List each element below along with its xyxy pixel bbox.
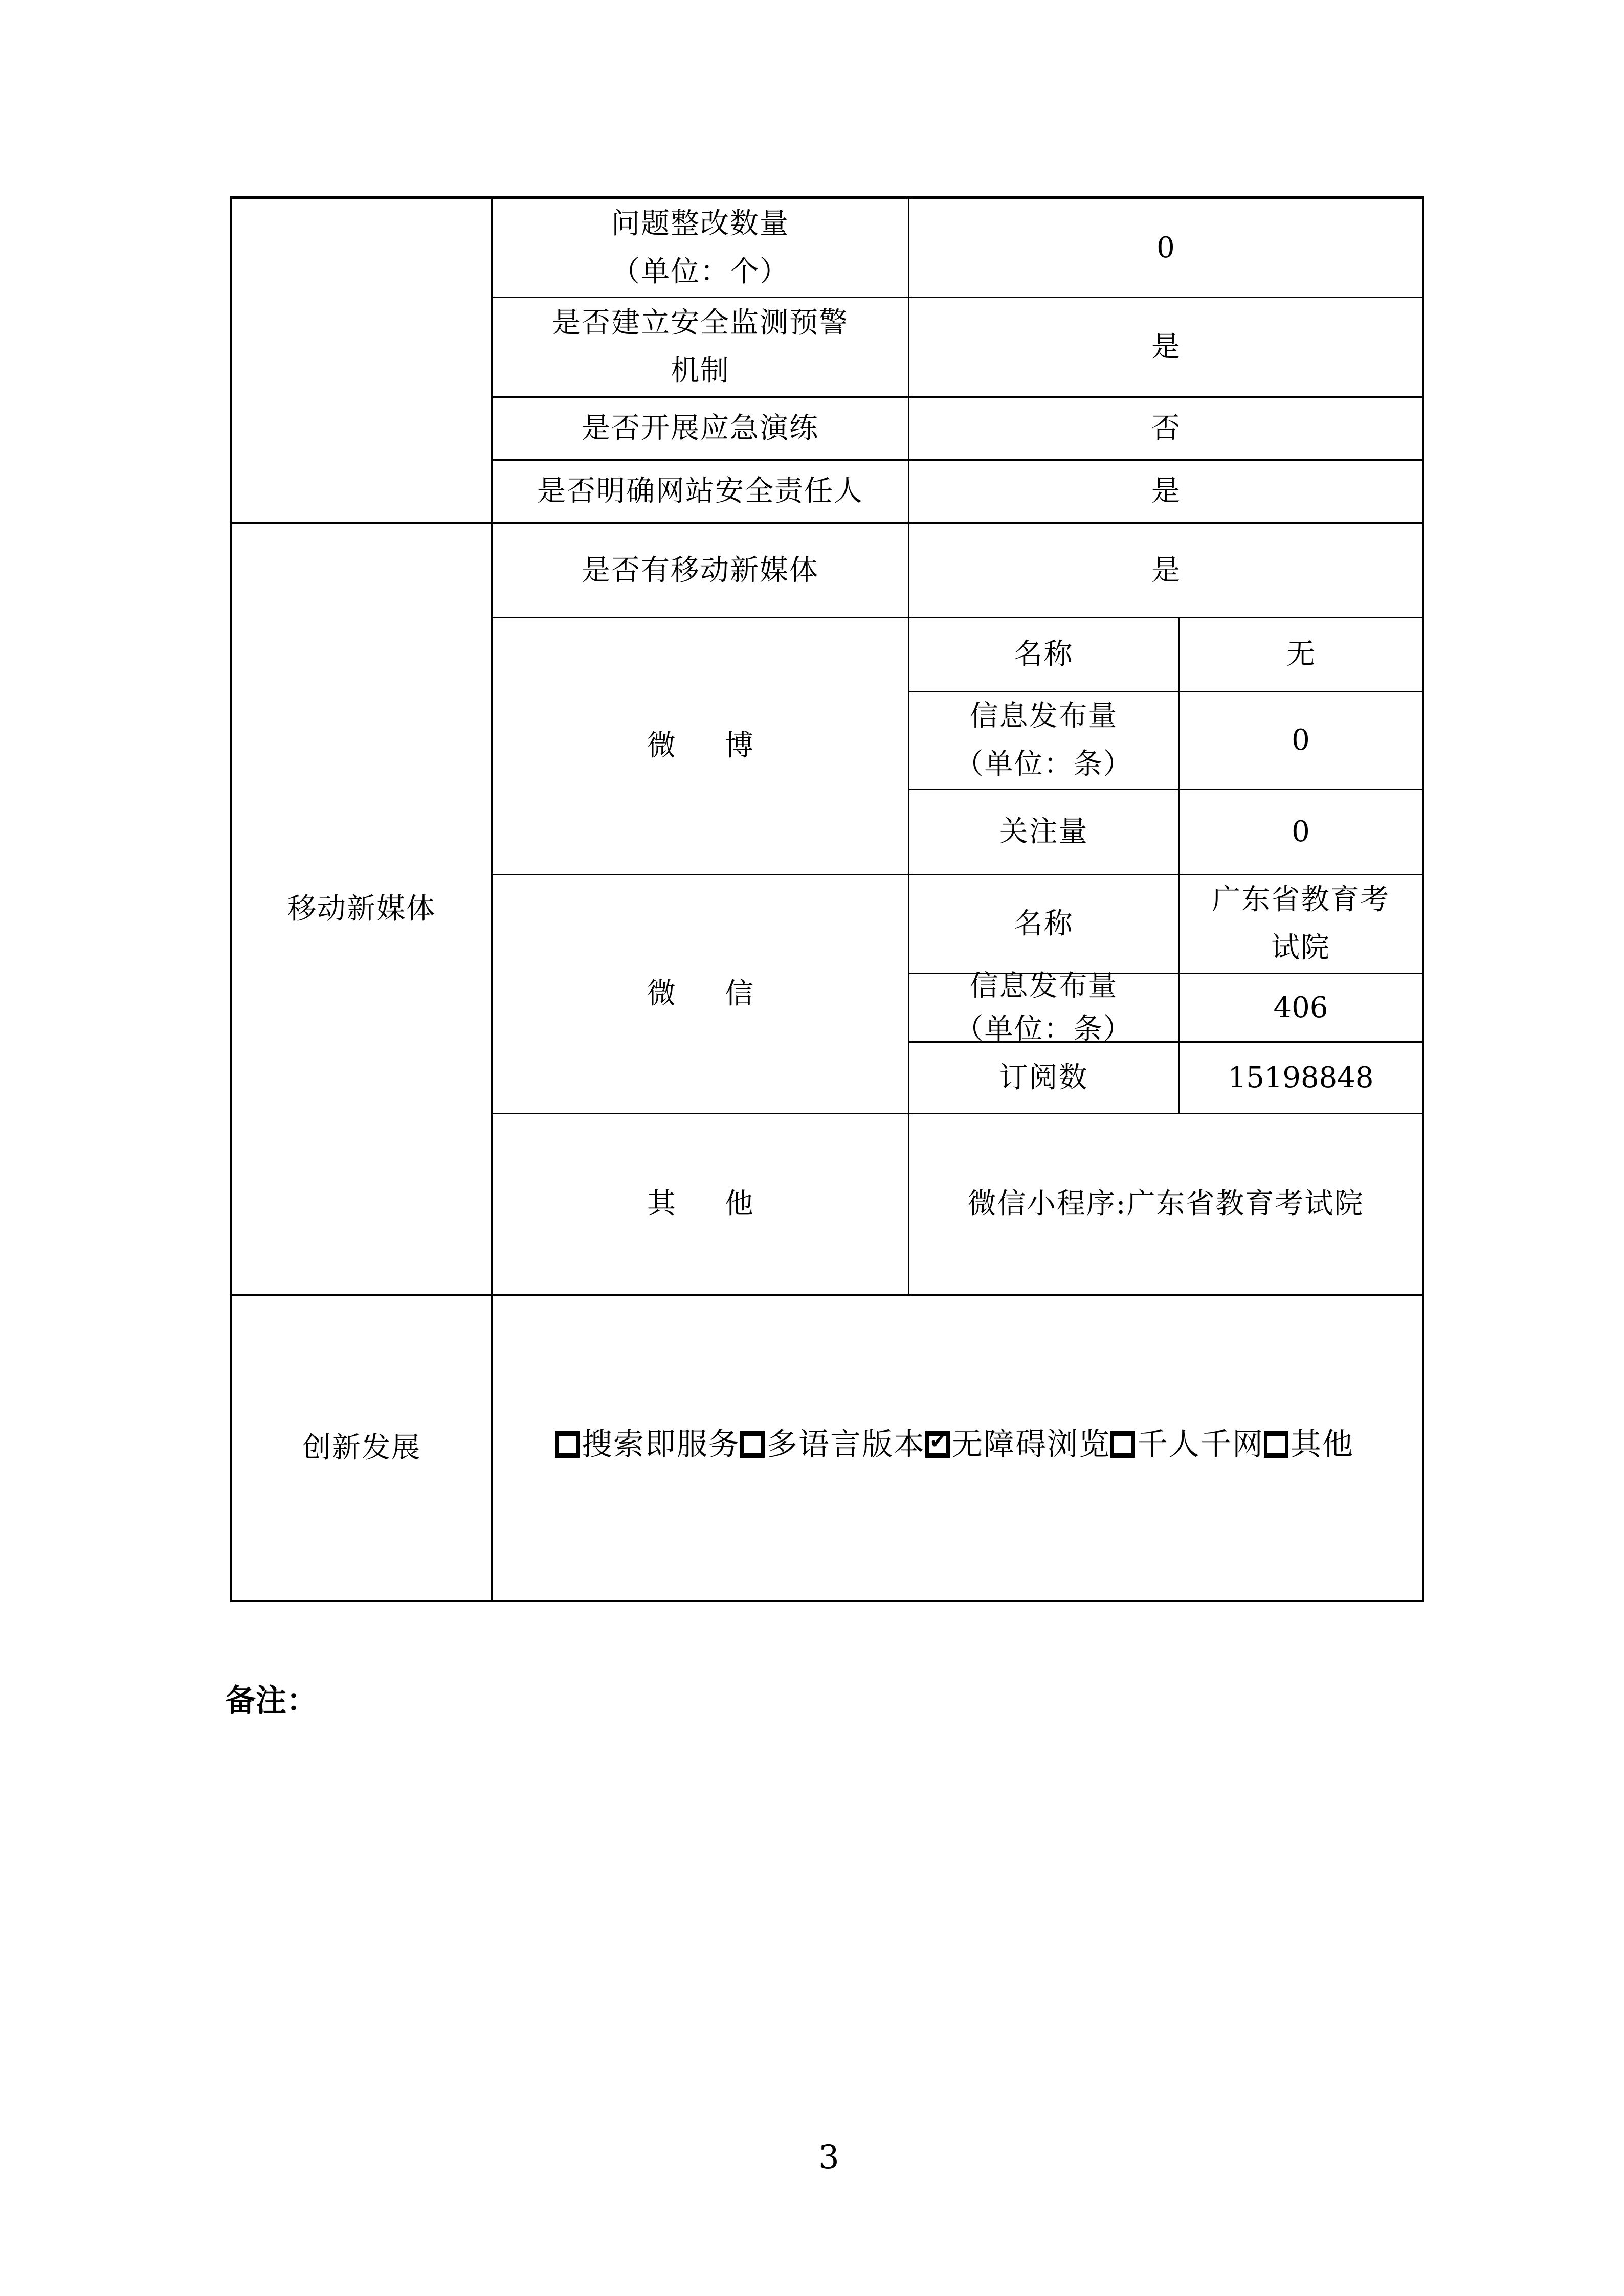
checkbox-search-service[interactable] [555, 1431, 580, 1458]
weibo-posts-value: 0 [1292, 724, 1310, 757]
wechat-name-value [1180, 875, 1422, 973]
page-number: 3 [818, 2139, 839, 2176]
label-line: 是否开展应急演练 [582, 412, 819, 445]
table-border-bottom [230, 1600, 1424, 1602]
weibo-name-value: 无 [1286, 638, 1315, 671]
wechat-label [493, 875, 908, 1113]
wechat-subscribers-value: 15198848 [1228, 1061, 1374, 1094]
option-label: 千人千网 [1137, 1427, 1264, 1462]
value-line: 试院 [1271, 931, 1330, 964]
wechat-subscribers-label: 订阅数 [999, 1061, 1088, 1094]
weibo-name-label: 名称 [1014, 638, 1074, 671]
label-line: 是否建立安全监测预警 [552, 306, 849, 340]
label-line: 是否明确网站安全责任人 [537, 474, 863, 508]
has-mobile-media-label: 是否有移动新媒体 [582, 553, 819, 587]
weibo-followers-value: 0 [1292, 815, 1310, 848]
has-mobile-media-value: 是 [1151, 553, 1180, 587]
checkbox-multilingual[interactable] [740, 1431, 765, 1458]
label-line: （单位：条） [954, 748, 1133, 781]
label-line: （单位：条） [954, 1012, 1133, 1046]
other-media-value: 微信小程序:广东省教育考试院 [967, 1187, 1364, 1221]
weibo-posts-label [909, 692, 1178, 789]
option-label: 搜索即服务 [582, 1427, 740, 1462]
report-table [230, 196, 1424, 1602]
innovation-options [555, 1424, 1354, 1465]
mobile-media-section-label: 移动新媒体 [287, 892, 436, 926]
option-label: 多语言版本 [767, 1427, 925, 1462]
table-border-right [1422, 196, 1424, 1602]
monitoring-mechanism-value: 是 [1151, 330, 1180, 364]
label-line: 机制 [671, 354, 730, 388]
emergency-drill-label [493, 398, 908, 459]
security-owner-value: 是 [1151, 474, 1180, 508]
label-line: 问题整改数量 [611, 207, 789, 240]
value-line: 广东省教育考 [1212, 883, 1390, 916]
other-media-label [493, 1114, 908, 1294]
wechat-name-label: 名称 [1014, 907, 1074, 940]
issue-fix-count-label [493, 199, 908, 297]
weibo-followers-label: 关注量 [999, 815, 1088, 848]
label-line: 信息发布量 [969, 969, 1118, 1003]
option-label: 无障碍浏览 [952, 1427, 1110, 1462]
issue-fix-count-value: 0 [1156, 231, 1175, 264]
checkbox-other[interactable] [1264, 1431, 1288, 1458]
other-label-text: 其他 [647, 1187, 803, 1221]
wechat-label-text: 微信 [647, 977, 803, 1010]
emergency-drill-value: 否 [1151, 412, 1180, 445]
security-owner-label [493, 461, 908, 522]
monitoring-mechanism-label [493, 298, 908, 396]
wechat-posts-label [909, 969, 1178, 1046]
checkbox-personalized[interactable] [1110, 1431, 1135, 1458]
option-label: 其他 [1291, 1427, 1354, 1462]
innovation-section-label: 创新发展 [302, 1431, 421, 1465]
checkbox-accessibility[interactable] [925, 1431, 950, 1458]
wechat-posts-value: 406 [1273, 991, 1328, 1024]
label-line: 信息发布量 [969, 700, 1118, 733]
label-line: （单位：个） [611, 255, 789, 288]
note-label: 备注： [225, 1683, 317, 1719]
weibo-label [493, 618, 908, 874]
weibo-label-text: 微博 [647, 729, 803, 762]
